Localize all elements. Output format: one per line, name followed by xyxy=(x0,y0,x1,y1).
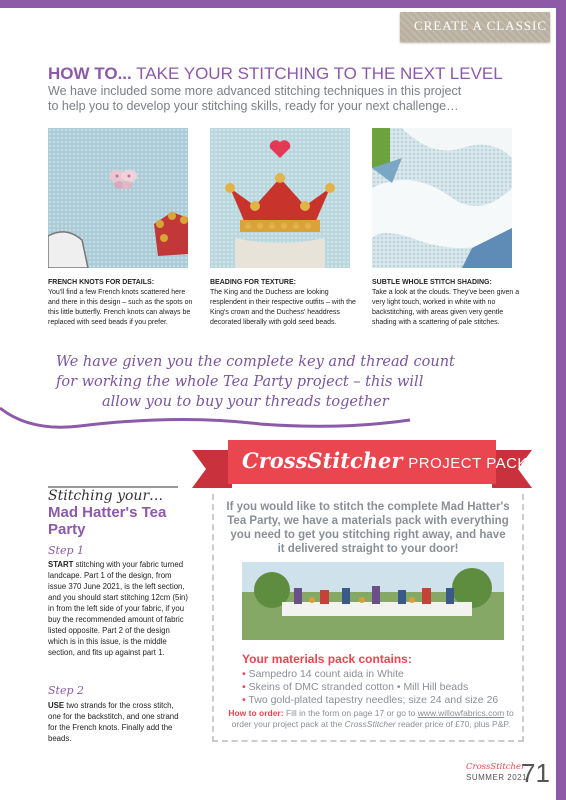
page-number: 71 xyxy=(521,758,550,788)
section-tab-label: CREATE A CLASSIC xyxy=(414,18,548,33)
caption-text: Take a look at the clouds. They've been given a very light touch, worked in white with no backstitching, with areas given very gentle shading with a scattering of pale stitches. xyxy=(372,289,520,326)
section-tab xyxy=(400,12,550,42)
page-heading xyxy=(48,64,503,84)
top-border xyxy=(0,0,566,8)
order-link[interactable]: www.willowfabrics.com xyxy=(417,708,505,718)
project-pack-ribbon xyxy=(192,436,532,496)
step-1-text xyxy=(48,559,188,658)
caption-title: BEADING FOR TEXTURE: xyxy=(210,279,296,286)
caption-text: The King and the Duchess are looking resplendent in their respective outfits – with the King's crown and the Duchess' headdress decorated liberally with gold seed beads. xyxy=(210,289,356,326)
butterfly-photo-art xyxy=(48,128,188,268)
photo-beading xyxy=(210,128,350,268)
right-border xyxy=(556,0,566,800)
brand-name: CrossStitcher xyxy=(242,448,403,473)
caption-title: SUBTLE WHOLE STITCH SHADING: xyxy=(372,279,492,286)
step-lead: USE xyxy=(48,701,65,710)
step-2-label: Step 2 xyxy=(48,684,85,697)
step-2-text xyxy=(48,700,188,744)
caption-text: You'll find a few French knots scattered here and there in this design – such as the spots on this little butterfly. French knots can always be replaced with seed beads if you prefer. xyxy=(48,289,193,326)
order-brand: CrossStitcher xyxy=(344,719,396,729)
order-text: Fill in the form on page 17 or go to xyxy=(285,708,416,718)
material-text: Sampedro 14 count aida in White xyxy=(248,668,404,680)
footer-brand: CrossStitcher xyxy=(466,762,526,772)
tea-party-art xyxy=(242,562,504,640)
materials-heading: Your materials pack contains: xyxy=(242,652,412,666)
ribbon-title xyxy=(242,448,528,474)
note-line: We have given you the complete key and thread count xyxy=(56,354,455,370)
bullet-icon: • xyxy=(242,668,246,680)
photo-french-knots xyxy=(48,128,188,268)
watermark: PassionForum.ru xyxy=(446,785,521,795)
list-item xyxy=(242,694,532,707)
caption-french-knots xyxy=(48,278,198,328)
caption-title: FRENCH KNOTS FOR DETAILS: xyxy=(48,279,155,286)
order-text: to order your project pack at the xyxy=(231,708,514,729)
pack-intro: If you would like to stitch the complete Mad Hatter's Tea Party, we have a materials pack with everything you need to get you stitching right away, and have it delivered straight to your door! xyxy=(226,501,510,555)
heading-rest: TAKE YOUR STITCHING TO THE NEXT LEVEL xyxy=(136,64,503,83)
caption-beading xyxy=(210,278,360,328)
heading-bold: HOW TO... xyxy=(48,64,132,83)
step-body: two strands for the cross stitch, one for the backstitch, and one strand for the French knots. Finally add the beads. xyxy=(48,701,179,743)
footer-issue: SUMMER 2021 xyxy=(466,773,528,782)
list-item xyxy=(242,681,532,694)
caption-shading xyxy=(372,278,522,328)
pack-label: PROJECT PACK xyxy=(408,455,528,472)
list-item xyxy=(242,668,532,681)
decorative-wave-line xyxy=(0,400,420,440)
crown-photo-art xyxy=(210,128,350,268)
material-text: Skeins of DMC stranded cotton • Mill Hill beads xyxy=(248,681,469,693)
step-body: stitching with your fabric turned landcape. Part 1 of the design, from issue 370 June 2021, is the left section, and you should start stitching 12cm (5in) in from the left side of your fabric, if you buy the recommended amount of fabric listed opposite. Part 2 of the design which is in this issue, is the middle section, and fits up against part 1. xyxy=(48,560,188,657)
note-line: for working the whole Tea Party project – this will xyxy=(56,374,424,390)
note-line: allow you to buy your threads together xyxy=(102,394,389,410)
photo-shading xyxy=(372,128,512,268)
bullet-icon: • xyxy=(242,681,246,693)
tea-party-design-image xyxy=(242,562,504,640)
intro-text: We have included some more advanced stitching techniques in this project to help you to develop your stitching skills, ready for your next challenge… xyxy=(48,84,462,113)
step-1-label: Step 1 xyxy=(48,544,85,557)
clouds-photo-art xyxy=(372,128,512,268)
order-label: How to order: xyxy=(228,708,284,718)
material-text: Two gold-plated tapestry needles; size 24 and size 26 xyxy=(248,694,499,706)
materials-list xyxy=(242,668,532,707)
order-text: reader price of £70, plus P&P. xyxy=(398,719,511,729)
instructions-title: Mad Hatter's Tea Party xyxy=(48,504,167,538)
bullet-icon: • xyxy=(242,694,246,706)
order-info xyxy=(226,708,516,730)
instructions-kicker: Stitching your… xyxy=(48,488,164,504)
step-lead: START xyxy=(48,560,74,569)
